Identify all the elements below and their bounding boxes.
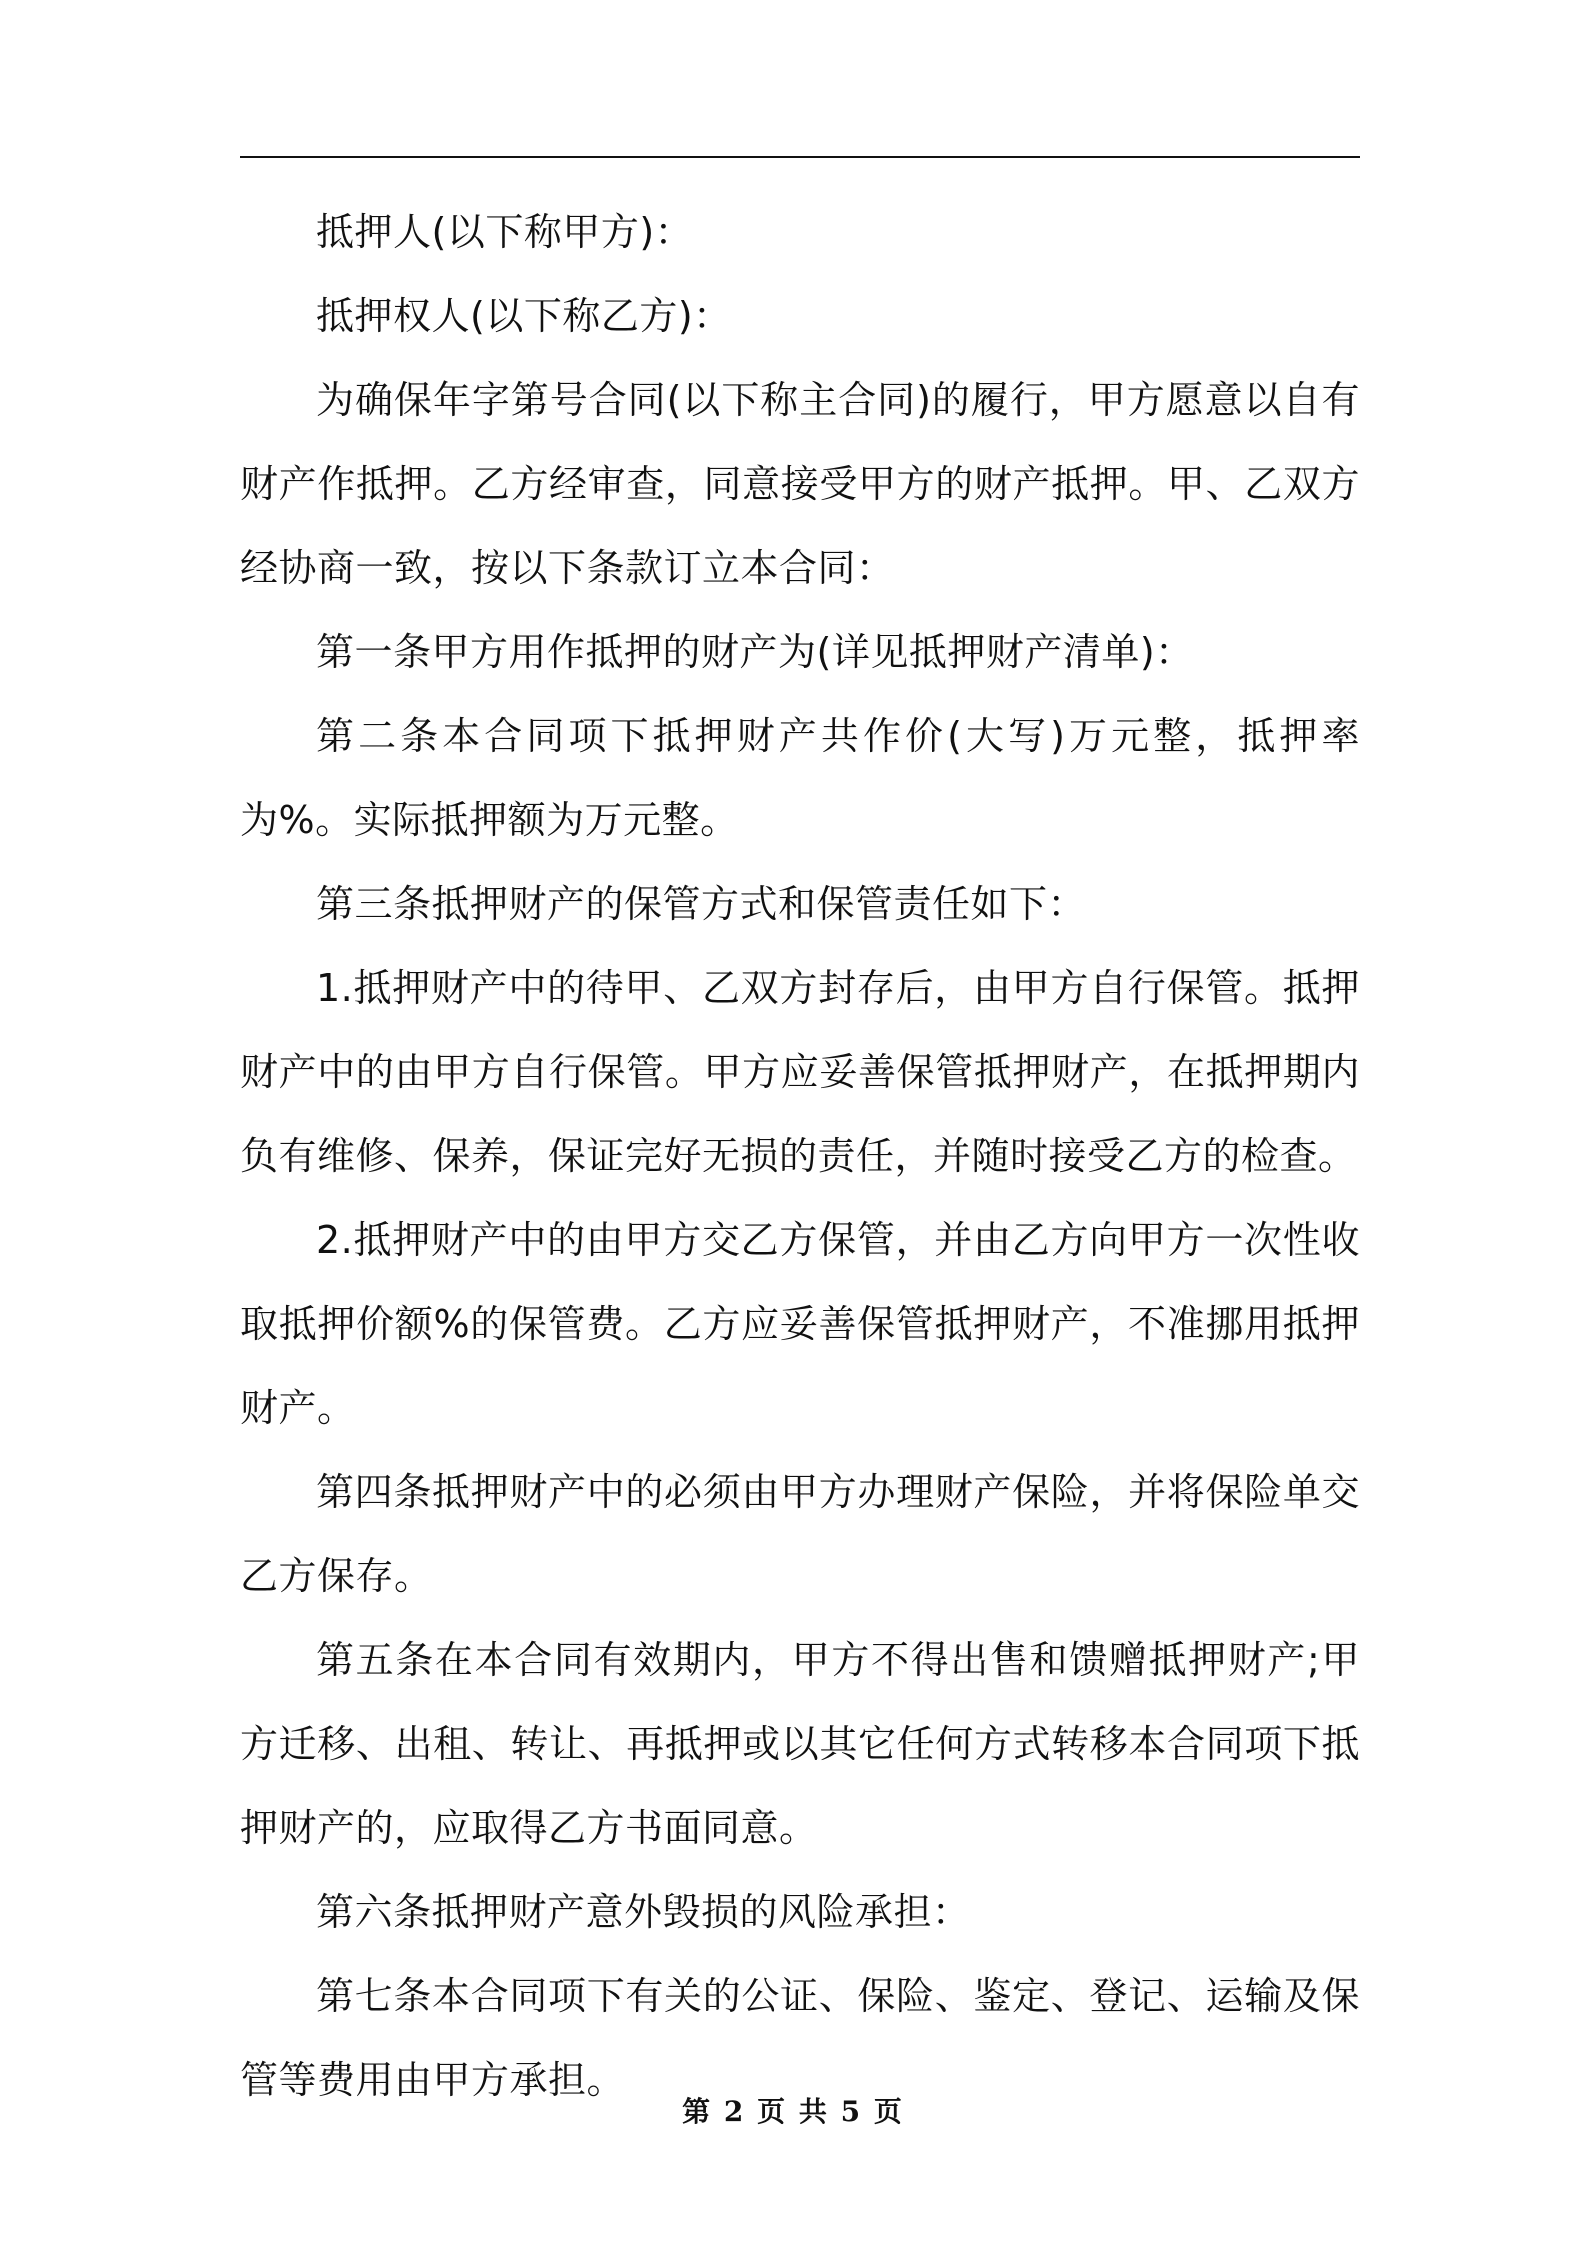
page-number-footer: 第 2 页 共 5 页	[682, 2095, 904, 2128]
paragraph-article-3: 第三条抵押财产的保管方式和保管责任如下：	[316, 882, 1087, 926]
header-rule	[240, 156, 1360, 158]
paragraph-article-5: 第五条在本合同有效期内，甲方不得出售和馈赠抵押财产;甲方迁移、出租、转让、再抵押或以其它任何方式转移本合同项下抵押财产的，应取得乙方书面同意。	[240, 1638, 1360, 1850]
paragraph-mortgagee: 抵押权人(以下称乙方)：	[316, 294, 732, 338]
paragraph-article-2: 第二条本合同项下抵押财产共作价(大写)万元整，抵押率为%。实际抵押额为万元整。	[240, 714, 1360, 842]
paragraph-preamble: 为确保年字第号合同(以下称主合同)的履行，甲方愿意以自有财产作抵押。乙方经审查，同意接受甲方的财产抵押。甲、乙双方经协商一致，按以下条款订立本合同：	[240, 378, 1360, 590]
paragraph-article-4: 第四条抵押财产中的必须由甲方办理财产保险，并将保险单交乙方保存。	[240, 1470, 1360, 1598]
paragraph-article-3-item-2: 2.抵押财产中的由甲方交乙方保管，并由乙方向甲方一次性收取抵押价额%的保管费。乙方应妥善保管抵押财产，不准挪用抵押财产。	[240, 1218, 1360, 1430]
paragraph-article-3-item-1: 1.抵押财产中的待甲、乙双方封存后，由甲方自行保管。抵押财产中的由甲方自行保管。甲方应妥善保管抵押财产，在抵押期内负有维修、保养，保证完好无损的责任，并随时接受乙方的检查。	[240, 966, 1360, 1178]
paragraph-mortgagor: 抵押人(以下称甲方)：	[316, 210, 694, 254]
paragraph-article-1: 第一条甲方用作抵押的财产为(详见抵押财产清单)：	[316, 630, 1194, 674]
paragraph-article-7: 第七条本合同项下有关的公证、保险、鉴定、登记、运输及保管等费用由甲方承担。	[240, 1974, 1360, 2102]
paragraph-article-6: 第六条抵押财产意外毁损的风险承担：	[316, 1890, 971, 1934]
document-body	[240, 190, 1360, 2122]
